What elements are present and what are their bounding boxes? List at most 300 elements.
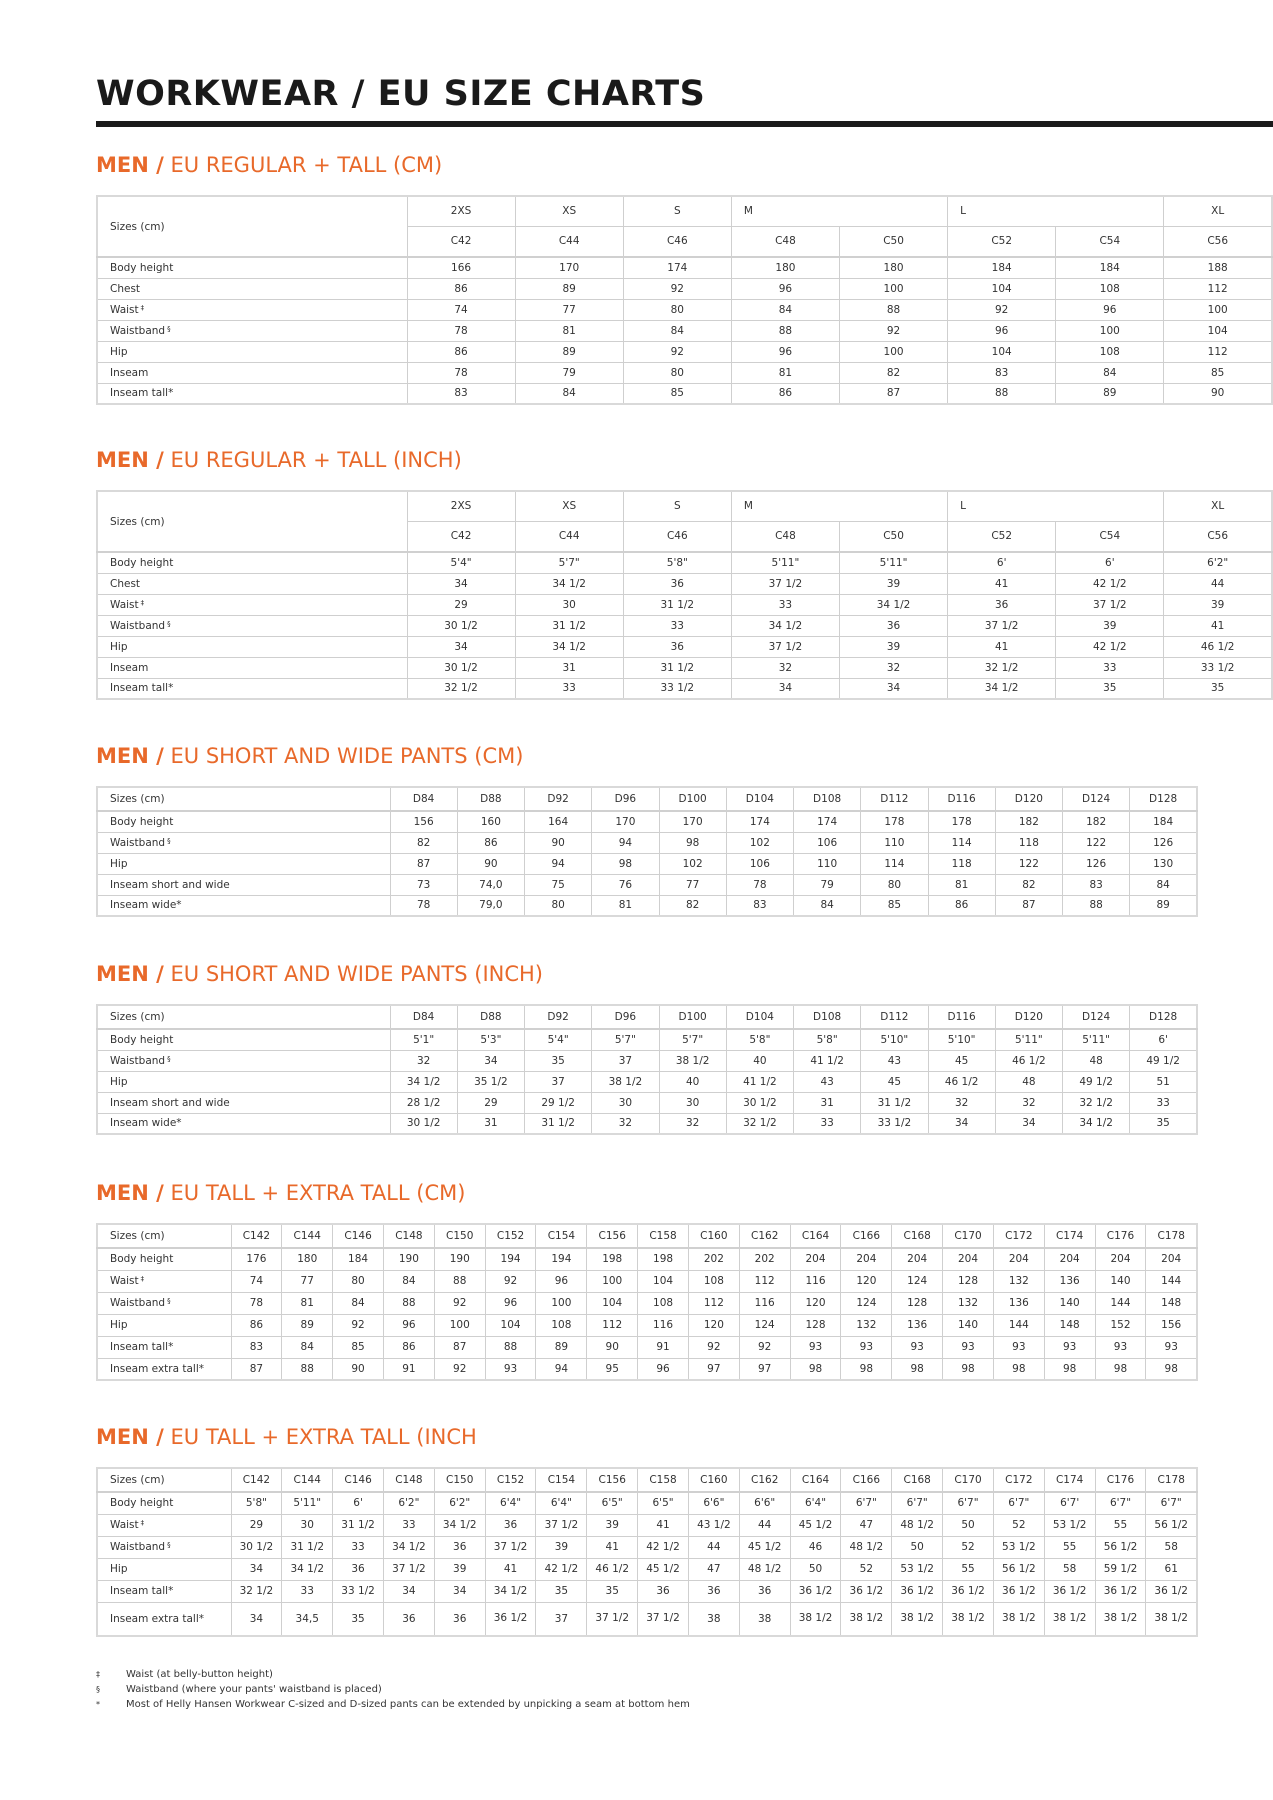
table-cell: 34 — [407, 573, 515, 594]
table-cell: 34 — [995, 1113, 1062, 1134]
table-cell: 30 1/2 — [407, 615, 515, 636]
table-cell: 30 — [282, 1514, 333, 1536]
size-label: Sizes (cm) — [97, 196, 407, 257]
table-cell: 6'4" — [536, 1492, 587, 1514]
table-cell: 100 — [840, 278, 948, 299]
table-cell: 5'11" — [731, 552, 839, 573]
table-cell: 97 — [739, 1358, 790, 1380]
footnote-ref: ‡ — [140, 303, 145, 312]
table-cell: 84 — [282, 1336, 333, 1358]
size-code: D88 — [457, 787, 524, 811]
table-cell: 82 — [390, 832, 457, 853]
row-label-text: Body height — [110, 1253, 174, 1266]
table-cell: 44 — [688, 1536, 739, 1558]
size-code: C142 — [231, 1224, 282, 1248]
table-row — [97, 362, 1272, 383]
table-cell: 35 1/2 — [457, 1071, 524, 1092]
table-cell: 178 — [928, 811, 995, 832]
table-cell: 33 1/2 — [861, 1113, 928, 1134]
table-cell: 33 — [623, 615, 731, 636]
size-code: C174 — [1044, 1468, 1095, 1492]
table-cell: 37 1/2 — [948, 615, 1056, 636]
row-label — [97, 1050, 390, 1071]
table-cell: 32 — [390, 1050, 457, 1071]
row-label-text: Inseam short and wide — [110, 878, 230, 891]
size-code: C54 — [1056, 521, 1164, 552]
table-cell: 136 — [1044, 1270, 1095, 1292]
table-row — [97, 383, 1272, 404]
footnote-mark: * — [96, 1700, 100, 1709]
table-cell: 31 1/2 — [861, 1092, 928, 1113]
size-code: C176 — [1095, 1468, 1146, 1492]
table-cell: 30 1/2 — [390, 1113, 457, 1134]
table-cell: 31 — [515, 657, 623, 678]
table-cell: 81 — [282, 1292, 333, 1314]
table-cell: 5'11" — [282, 1492, 333, 1514]
table-cell: 37 1/2 — [731, 636, 839, 657]
table-cell: 190 — [383, 1248, 434, 1270]
table-cell: 34 — [383, 1580, 434, 1602]
table-cell: 93 — [943, 1336, 994, 1358]
table-cell: 184 — [1056, 257, 1164, 278]
table-cell: 100 — [1056, 320, 1164, 341]
table-cell: 41 1/2 — [794, 1050, 861, 1071]
table-cell: 77 — [515, 299, 623, 320]
table-cell: 42 1/2 — [1056, 636, 1164, 657]
table-cell: 30 1/2 — [407, 657, 515, 678]
row-label-text: Inseam wide* — [110, 1117, 182, 1130]
table-cell: 6'7" — [943, 1492, 994, 1514]
row-label — [97, 299, 407, 320]
table-cell: 34 1/2 — [390, 1071, 457, 1092]
size-code: C48 — [731, 521, 839, 552]
size-letter: L — [948, 196, 1164, 226]
size-code: D84 — [390, 787, 457, 811]
table-cell: 110 — [794, 853, 861, 874]
table-cell: 98 — [841, 1358, 892, 1380]
row-label — [97, 811, 390, 832]
table-cell: 144 — [993, 1314, 1044, 1336]
table-cell: 6'5" — [638, 1492, 689, 1514]
table-cell: 88 — [840, 299, 948, 320]
table-cell: 38 1/2 — [592, 1071, 659, 1092]
table-cell: 188 — [1164, 257, 1272, 278]
row-label — [97, 278, 407, 299]
table-cell: 33 — [515, 678, 623, 699]
table-cell: 5'11" — [840, 552, 948, 573]
table-row — [97, 636, 1272, 657]
table-cell: 56 1/2 — [1095, 1536, 1146, 1558]
table-cell: 122 — [1063, 832, 1130, 853]
size-letter: XL — [1164, 196, 1272, 226]
table-cell: 112 — [688, 1292, 739, 1314]
size-code: C42 — [407, 226, 515, 257]
footnote — [96, 1684, 382, 1695]
row-label — [97, 1092, 390, 1113]
table-cell: 92 — [688, 1336, 739, 1358]
table-cell: 78 — [407, 362, 515, 383]
table-cell: 46 1/2 — [928, 1071, 995, 1092]
table-cell: 38 1/2 — [993, 1602, 1044, 1636]
size-code: C154 — [536, 1224, 587, 1248]
table-cell: 81 — [592, 895, 659, 916]
table-cell: 30 1/2 — [231, 1536, 282, 1558]
size-label: Sizes (cm) — [97, 1468, 231, 1492]
table-cell: 82 — [659, 895, 726, 916]
table-cell: 6'6" — [739, 1492, 790, 1514]
table-row — [97, 678, 1272, 699]
table-cell: 80 — [861, 874, 928, 895]
table-cell: 39 — [1164, 594, 1272, 615]
table-cell: 194 — [536, 1248, 587, 1270]
size-table — [96, 1004, 1198, 1135]
table-cell: 48 1/2 — [892, 1514, 943, 1536]
row-label — [97, 1029, 390, 1050]
size-code: C46 — [623, 226, 731, 257]
table-cell: 87 — [840, 383, 948, 404]
table-cell: 36 — [434, 1602, 485, 1636]
table-cell: 6'5" — [587, 1492, 638, 1514]
table-cell: 32 1/2 — [948, 657, 1056, 678]
title-divider — [96, 121, 1273, 127]
header-row — [97, 1224, 1197, 1248]
row-label-text: Inseam tall* — [110, 682, 174, 695]
size-letter: L — [948, 491, 1164, 521]
size-code: C48 — [731, 226, 839, 257]
table-cell: 182 — [1063, 811, 1130, 832]
table-cell: 92 — [434, 1292, 485, 1314]
table-cell: 128 — [790, 1314, 841, 1336]
size-code: C146 — [333, 1468, 384, 1492]
size-code: C162 — [739, 1224, 790, 1248]
section-tall-extra-inch — [96, 1421, 1198, 1637]
table-row — [97, 320, 1272, 341]
table-row — [97, 895, 1197, 916]
table-cell: 87 — [231, 1358, 282, 1380]
section-regular-tall-cm — [96, 149, 1273, 405]
row-label-text: Waistband — [110, 324, 166, 337]
table-row — [97, 1113, 1197, 1134]
table-cell: 39 — [1056, 615, 1164, 636]
table-cell: 90 — [587, 1336, 638, 1358]
table-cell: 84 — [623, 320, 731, 341]
size-code: C50 — [840, 226, 948, 257]
table-cell: 45 1/2 — [739, 1536, 790, 1558]
table-cell: 31 — [794, 1092, 861, 1113]
row-label — [97, 1270, 231, 1292]
table-row — [97, 832, 1197, 853]
table-cell: 36 — [434, 1536, 485, 1558]
table-cell: 29 1/2 — [525, 1092, 592, 1113]
section-title — [96, 958, 1198, 990]
table-cell: 112 — [587, 1314, 638, 1336]
table-cell: 88 — [948, 383, 1056, 404]
size-code: C172 — [993, 1224, 1044, 1248]
table-cell: 6'2" — [383, 1492, 434, 1514]
table-cell: 88 — [383, 1292, 434, 1314]
size-code: C164 — [790, 1224, 841, 1248]
table-cell: 204 — [943, 1248, 994, 1270]
table-cell: 104 — [948, 341, 1056, 362]
row-label-text: Hip — [110, 640, 128, 653]
size-code: C154 — [536, 1468, 587, 1492]
size-code: C162 — [739, 1468, 790, 1492]
row-label-text: Waistband — [110, 1541, 166, 1553]
table-cell: 36 — [948, 594, 1056, 615]
size-code: C156 — [587, 1468, 638, 1492]
table-cell: 34 — [407, 636, 515, 657]
row-label-text: Chest — [110, 577, 141, 590]
table-cell: 35 — [525, 1050, 592, 1071]
table-cell: 5'7" — [592, 1029, 659, 1050]
table-cell: 36 1/2 — [790, 1580, 841, 1602]
table-cell: 33 1/2 — [333, 1580, 384, 1602]
size-code: D100 — [659, 1005, 726, 1029]
table-cell: 174 — [794, 811, 861, 832]
table-cell: 78 — [726, 874, 793, 895]
table-cell: 148 — [1146, 1292, 1197, 1314]
section-title — [96, 740, 1198, 772]
table-cell: 47 — [841, 1514, 892, 1536]
size-code: D88 — [457, 1005, 524, 1029]
table-cell: 36 — [623, 636, 731, 657]
table-cell: 104 — [948, 278, 1056, 299]
table-cell: 29 — [457, 1092, 524, 1113]
size-letter: XS — [515, 491, 623, 521]
table-cell: 178 — [861, 811, 928, 832]
size-code: C168 — [892, 1468, 943, 1492]
table-cell: 36 1/2 — [943, 1580, 994, 1602]
table-cell: 81 — [731, 362, 839, 383]
table-cell: 100 — [434, 1314, 485, 1336]
table-cell: 84 — [731, 299, 839, 320]
size-code: D116 — [928, 787, 995, 811]
table-cell: 122 — [995, 853, 1062, 874]
table-cell: 180 — [840, 257, 948, 278]
table-cell: 32 — [995, 1092, 1062, 1113]
table-cell: 41 — [1164, 615, 1272, 636]
table-cell: 94 — [525, 853, 592, 874]
table-cell: 37 1/2 — [536, 1514, 587, 1536]
footnote-ref: ‡ — [140, 1275, 145, 1283]
section-title-prefix: MEN / — [96, 153, 164, 177]
size-code: C144 — [282, 1224, 333, 1248]
table-cell: 40 — [726, 1050, 793, 1071]
table-cell: 93 — [892, 1336, 943, 1358]
table-cell: 74 — [231, 1270, 282, 1292]
table-cell: 30 — [659, 1092, 726, 1113]
table-cell: 92 — [948, 299, 1056, 320]
row-label-text: Waistband — [110, 619, 166, 632]
table-cell: 184 — [1130, 811, 1197, 832]
table-cell: 5'4" — [407, 552, 515, 573]
table-cell: 36 1/2 — [485, 1602, 536, 1636]
table-cell: 96 — [485, 1292, 536, 1314]
size-code: C142 — [231, 1468, 282, 1492]
table-cell: 5'3" — [457, 1029, 524, 1050]
table-cell: 52 — [943, 1536, 994, 1558]
table-cell: 98 — [592, 853, 659, 874]
table-cell: 55 — [1095, 1514, 1146, 1536]
table-cell: 180 — [731, 257, 839, 278]
table-cell: 6'4" — [790, 1492, 841, 1514]
table-cell: 190 — [434, 1248, 485, 1270]
table-cell: 32 — [928, 1092, 995, 1113]
size-code: C160 — [688, 1224, 739, 1248]
table-cell: 110 — [861, 832, 928, 853]
table-cell: 39 — [434, 1558, 485, 1580]
table-cell: 37 — [525, 1071, 592, 1092]
section-title-text: EU TALL + EXTRA TALL (CM) — [170, 1181, 466, 1205]
table-row — [97, 278, 1272, 299]
table-cell: 87 — [995, 895, 1062, 916]
table-cell: 36 1/2 — [1044, 1580, 1095, 1602]
table-cell: 38 1/2 — [841, 1602, 892, 1636]
size-code: D100 — [659, 787, 726, 811]
table-cell: 33 — [794, 1113, 861, 1134]
table-cell: 84 — [1130, 874, 1197, 895]
table-cell: 31 — [457, 1113, 524, 1134]
header-row-letters — [97, 491, 1272, 521]
table-cell: 49 1/2 — [1130, 1050, 1197, 1071]
table-cell: 132 — [943, 1292, 994, 1314]
table-cell: 34 1/2 — [948, 678, 1056, 699]
table-cell: 36 — [688, 1580, 739, 1602]
table-cell: 36 1/2 — [1146, 1580, 1197, 1602]
row-label — [97, 615, 407, 636]
row-label — [97, 678, 407, 699]
table-cell: 94 — [536, 1358, 587, 1380]
row-label — [97, 1358, 231, 1380]
row-label-text: Hip — [110, 1075, 128, 1088]
row-label-text: Body height — [110, 261, 174, 274]
row-label — [97, 895, 390, 916]
table-cell: 120 — [790, 1292, 841, 1314]
table-cell: 86 — [383, 1336, 434, 1358]
table-cell: 100 — [840, 341, 948, 362]
table-cell: 170 — [592, 811, 659, 832]
size-label: Sizes (cm) — [97, 1005, 390, 1029]
table-cell: 5'8" — [623, 552, 731, 573]
table-cell: 32 1/2 — [726, 1113, 793, 1134]
table-cell: 33 — [333, 1536, 384, 1558]
size-letter: 2XS — [407, 196, 515, 226]
table-cell: 34 1/2 — [383, 1536, 434, 1558]
footnote-text: Waistband (where your pants' waistband is placed) — [126, 1684, 382, 1695]
table-cell: 118 — [995, 832, 1062, 853]
table-cell: 6' — [1056, 552, 1164, 573]
row-label — [97, 874, 390, 895]
table-cell: 29 — [407, 594, 515, 615]
table-row — [97, 1071, 1197, 1092]
size-code: D124 — [1063, 1005, 1130, 1029]
section-short-wide-inch — [96, 958, 1198, 1135]
table-cell: 126 — [1130, 832, 1197, 853]
row-label — [97, 341, 407, 362]
row-label — [97, 362, 407, 383]
table-cell: 5'8" — [726, 1029, 793, 1050]
footnote-ref: § — [167, 1297, 171, 1305]
table-cell: 93 — [841, 1336, 892, 1358]
table-cell: 132 — [841, 1314, 892, 1336]
size-code: C172 — [993, 1468, 1044, 1492]
table-cell: 37 1/2 — [731, 573, 839, 594]
table-cell: 53 1/2 — [993, 1536, 1044, 1558]
size-code: C178 — [1146, 1224, 1197, 1248]
table-row — [97, 853, 1197, 874]
table-cell: 34 — [434, 1580, 485, 1602]
row-label-text: Inseam tall* — [110, 1341, 174, 1353]
section-title-prefix: MEN / — [96, 1181, 164, 1205]
table-cell: 28 1/2 — [390, 1092, 457, 1113]
table-cell: 86 — [407, 278, 515, 299]
table-cell: 5'10" — [861, 1029, 928, 1050]
table-cell: 6'7' — [1044, 1492, 1095, 1514]
table-cell: 82 — [840, 362, 948, 383]
table-cell: 84 — [515, 383, 623, 404]
table-cell: 36 — [840, 615, 948, 636]
table-cell: 89 — [1056, 383, 1164, 404]
table-cell: 35 — [587, 1580, 638, 1602]
table-cell: 61 — [1146, 1558, 1197, 1580]
table-cell: 5'7" — [515, 552, 623, 573]
table-cell: 5'1" — [390, 1029, 457, 1050]
row-label-text: Waist — [110, 598, 139, 611]
table-cell: 41 — [587, 1536, 638, 1558]
size-code: D84 — [390, 1005, 457, 1029]
table-cell: 32 1/2 — [231, 1580, 282, 1602]
table-cell: 184 — [333, 1248, 384, 1270]
size-code: C170 — [943, 1224, 994, 1248]
row-label-text: Inseam tall* — [110, 1585, 174, 1597]
table-cell: 100 — [587, 1270, 638, 1292]
row-label — [97, 383, 407, 404]
table-cell: 83 — [726, 895, 793, 916]
table-cell: 56 1/2 — [1146, 1514, 1197, 1536]
size-label: Sizes (cm) — [97, 491, 407, 552]
table-cell: 47 — [688, 1558, 739, 1580]
table-cell: 38 1/2 — [892, 1602, 943, 1636]
table-cell: 37 1/2 — [1056, 594, 1164, 615]
section-title — [96, 1421, 1198, 1453]
table-cell: 36 1/2 — [993, 1580, 1044, 1602]
table-cell: 36 — [333, 1558, 384, 1580]
row-label-text: Body height — [110, 556, 174, 569]
table-cell: 34 1/2 — [731, 615, 839, 636]
table-cell: 38 — [739, 1602, 790, 1636]
table-cell: 30 — [592, 1092, 659, 1113]
row-label-text: Body height — [110, 1497, 174, 1510]
table-cell: 77 — [282, 1270, 333, 1292]
table-cell: 112 — [739, 1270, 790, 1292]
section-short-wide-cm — [96, 740, 1198, 917]
table-cell: 34 1/2 — [282, 1558, 333, 1580]
table-cell: 31 1/2 — [623, 657, 731, 678]
table-cell: 6'7" — [892, 1492, 943, 1514]
table-cell: 43 — [861, 1050, 928, 1071]
size-code: C44 — [515, 226, 623, 257]
table-cell: 92 — [623, 278, 731, 299]
table-cell: 74,0 — [457, 874, 524, 895]
table-cell: 202 — [688, 1248, 739, 1270]
size-code: D120 — [995, 1005, 1062, 1029]
table-cell: 202 — [739, 1248, 790, 1270]
footnote-ref: § — [167, 1541, 171, 1549]
table-cell: 81 — [515, 320, 623, 341]
table-cell: 55 — [1044, 1536, 1095, 1558]
section-title-prefix: MEN / — [96, 1425, 164, 1449]
table-cell: 79,0 — [457, 895, 524, 916]
